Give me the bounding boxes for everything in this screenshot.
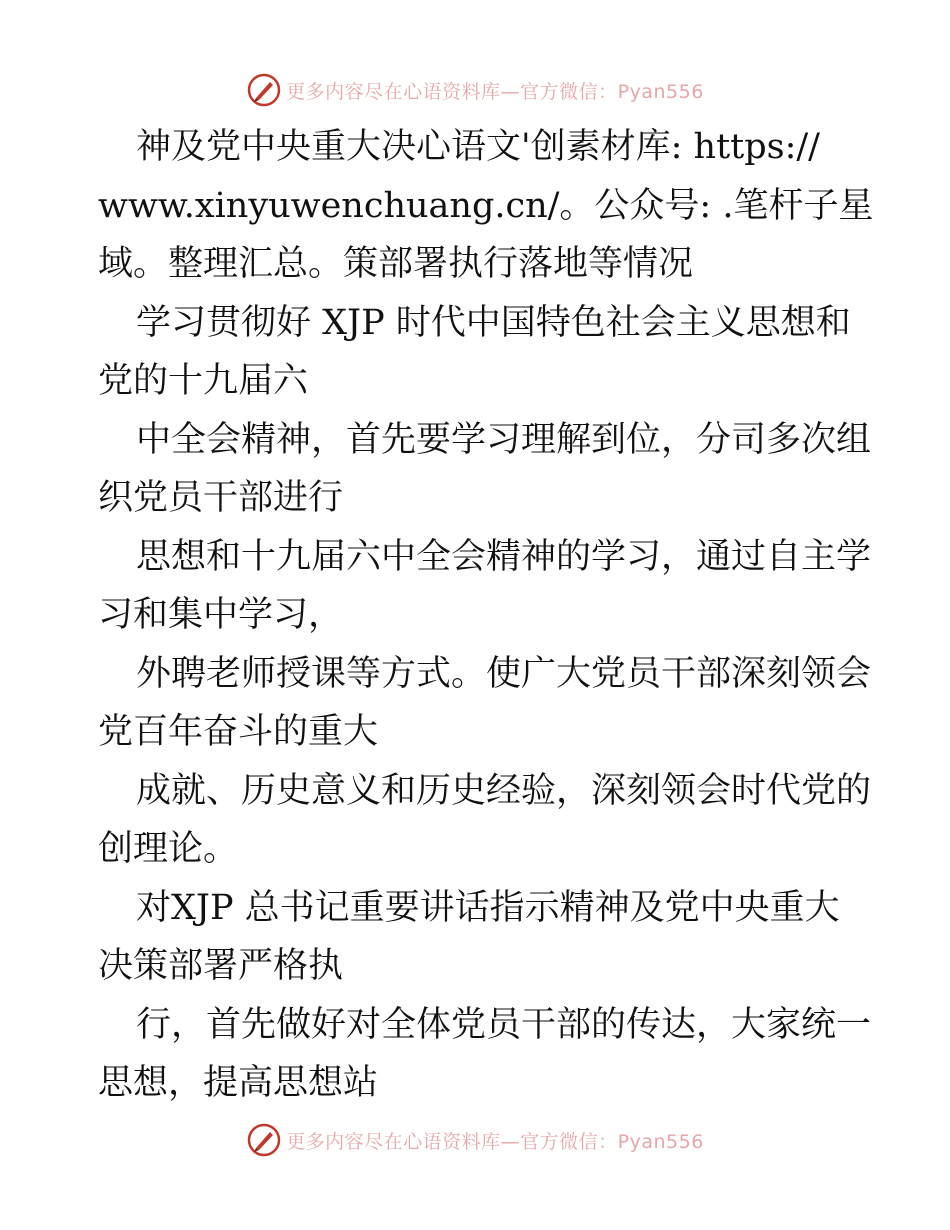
text-line: 思想和十九届六中全会精神的学习，通过自主学 [136, 536, 872, 577]
text-line: 神及党中央重大决心语文'创素材库: https:// [136, 127, 820, 167]
text-line: 对XJP 总书记重要讲话指示精神及党中央重大 [136, 887, 840, 928]
text-line: 域。整理汇总。策部署执行落地等情况 [98, 244, 694, 284]
text-line: 决策部署严格执 [98, 946, 344, 986]
text-line: 创理论。 [98, 829, 239, 869]
text-line: 党的十九届六 [98, 361, 309, 401]
text-line: 思想，提高思想站 [98, 1063, 379, 1103]
text-line: 织党员干部进行 [98, 478, 344, 518]
text-line: 习和集中学习， [98, 595, 344, 635]
document-body [98, 118, 874, 1113]
pen-logo-icon [246, 72, 282, 108]
text-line: 成就、历史意义和历史经验，深刻领会时代党的 [136, 770, 872, 811]
text-line: www.xinyuwenchuang.cn/。公众号: .笔杆子星 [98, 185, 874, 226]
header-banner [0, 68, 950, 112]
text-line: 中全会精神，首先要学习理解到位，分司多次组 [136, 419, 872, 460]
banner-text: 更多内容尽在心语资料库—官方微信：Pyan556 [286, 80, 704, 103]
pen-logo-icon [246, 1122, 282, 1158]
text-line: 学习贯彻好 XJP 时代中国特色社会主义思想和 [136, 302, 851, 343]
text-line: 外聘老师授课等方式。使广大党员干部深刻领会 [136, 653, 872, 694]
footer-banner [0, 1118, 950, 1162]
text-line: 党百年奋斗的重大 [98, 712, 379, 752]
banner-text: 更多内容尽在心语资料库—官方微信：Pyan556 [286, 1130, 704, 1153]
text-line: 行，首先做好对全体党员干部的传达，大家统一 [136, 1004, 872, 1045]
